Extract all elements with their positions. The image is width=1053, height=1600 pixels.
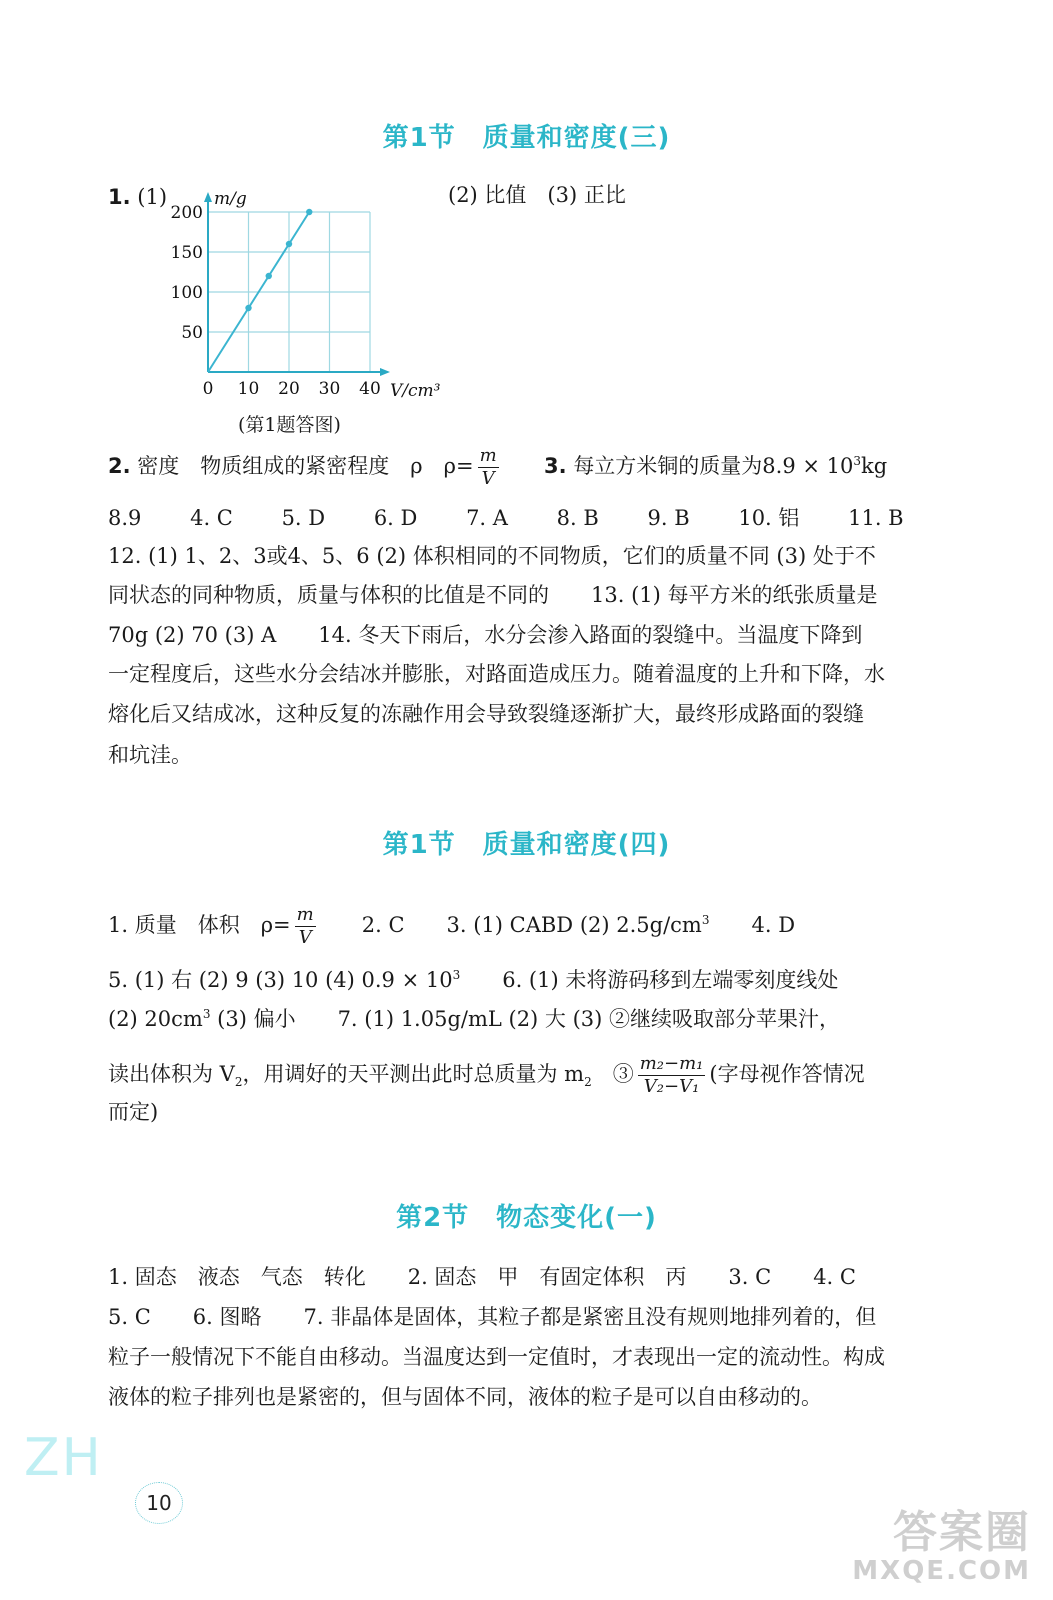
s2-q2-q3-text: 2. C 3. (1) CABD (2) 2.5g/cm: [319, 913, 702, 937]
q3-unit: kg: [861, 454, 888, 478]
x-axis-arrow: [380, 368, 390, 376]
answer-item: 8. B: [556, 506, 599, 530]
x-tick-label: 0: [202, 379, 214, 399]
section-title-3: 第2节 物态变化(一): [396, 1203, 657, 1233]
chart-ticks: [171, 189, 441, 401]
answer-item: 10. 铝: [738, 506, 800, 530]
fraction-denominator: V: [298, 927, 312, 948]
q3-exponent: 3: [853, 454, 862, 468]
s2-exponent: 3: [202, 1007, 211, 1021]
data-point: [245, 305, 251, 311]
chart-axes: [204, 192, 390, 376]
s2-q1-text: 1. 质量 体积 ρ=: [108, 913, 291, 937]
figure-caption: (第1题答图): [238, 414, 341, 436]
watermark-bottom: MXQE.COM: [852, 1556, 1031, 1586]
answer-item: 9. B: [647, 506, 690, 530]
s3-line-2: 5. C 6. 图略 7. 非晶体是固体，其粒子都是紧密且没有规则地排列着的，但: [108, 1305, 877, 1329]
q14-line-3: 熔化后又结成冰，这种反复的冻融作用会导致裂缝逐渐扩大，最终形成路面的裂缝: [108, 702, 864, 726]
q1-part1: (1): [137, 185, 168, 209]
fraction-denominator: V: [481, 468, 495, 489]
q13-line: 同状态的同种物质，质量与体积的比值是不同的 13. (1) 每平方米的纸张质量是: [108, 583, 878, 607]
x-tick-label: 40: [359, 379, 381, 399]
chart-grid: [208, 212, 370, 372]
data-point: [306, 209, 312, 215]
q1-rest: (2) 比值 (3) 正比: [448, 183, 626, 207]
answer-item: 11. B: [848, 506, 904, 530]
s2-q6-text: 6. (1) 未将游码移到左端零刻度线处: [460, 968, 839, 992]
s2-line-1: [108, 905, 795, 947]
s2-q7-part5: (字母视作答情况: [709, 1062, 865, 1086]
x-tick-label: 30: [318, 379, 341, 399]
q14-line-2: 一定程度后，这些水分会结冰并膨胀，对路面造成压力。随着温度的上升和下降，水: [108, 662, 885, 686]
y-tick-label: 50: [181, 323, 203, 343]
q2-number: 2.: [108, 454, 131, 478]
x-axis-label: V/cm³: [390, 381, 441, 401]
answer-item: 4. C: [190, 506, 233, 530]
q14-line-4: 和坑洼。: [108, 743, 192, 767]
answer-item: 5. D: [281, 506, 326, 530]
watermark: [852, 1496, 1031, 1586]
density-fraction: [295, 906, 316, 947]
s2-line-4: [108, 1055, 865, 1097]
density-fraction: [478, 447, 499, 488]
s2-exponent: 3: [452, 968, 461, 982]
q1-line: [108, 182, 167, 212]
fraction-numerator: m: [296, 904, 314, 925]
zh-logo: ZH: [24, 1428, 103, 1488]
answers-row: [108, 503, 904, 533]
subscript: 2: [234, 1075, 243, 1090]
q3-text: 每立方米铜的质量为8.9 × 10: [573, 454, 854, 478]
x-tick-label: 10: [237, 379, 260, 399]
fraction-numerator: m₂−m₁: [639, 1053, 704, 1074]
s3-line-1: 1. 固态 液态 气态 转化 2. 固态 甲 有固定体积 丙 3. C 4. C: [108, 1265, 856, 1289]
s3-line-3: 粒子一般情况下不能自由移动。当温度达到一定值时，才表现出一定的流动性。构成: [108, 1345, 885, 1369]
s2-line-2: [108, 960, 838, 995]
data-point: [266, 273, 272, 279]
answer-item: 8.9: [108, 506, 142, 530]
section-title-2: 第1节 质量和密度(四): [382, 830, 671, 860]
y-tick-label: 150: [170, 243, 203, 263]
s2-q5-text: 5. (1) 右 (2) 9 (3) 10 (4) 0.9 × 10: [108, 968, 453, 992]
q14-line: 70g (2) 70 (3) A 14. 冬天下雨后，水分会渗入路面的裂缝中。当温度下降到: [108, 623, 863, 647]
s2-q7-part3: ，用调好的天平测出此时总质量为 m: [242, 1062, 585, 1086]
s2-q7-text: (3) 偏小 7. (1) 1.05g/mL (2) 大 (3) ②继续吸取部分苹果汁，: [210, 1007, 841, 1031]
y-axis-arrow: [204, 192, 212, 202]
q3-number: 3.: [544, 454, 567, 478]
chart-series: [208, 209, 312, 372]
density-formula-fraction: [638, 1055, 706, 1096]
s2-line-5: 而定): [108, 1100, 159, 1124]
answer-item: 6. D: [373, 506, 418, 530]
s2-q4-text: 4. D: [709, 913, 796, 937]
q1-number: 1.: [108, 185, 131, 209]
q2-q3-line: [108, 446, 887, 488]
s2-line-3: [108, 999, 840, 1034]
s3-line-4: 液体的粒子排列也是紧密的，但与固体不同，液体的粒子是可以自由移动的。: [108, 1385, 822, 1409]
q12-line: 12. (1) 1、2、3或4、5、6 (2) 体积相同的不同物质，它们的质量不同 (3) 处于不: [108, 544, 876, 568]
fraction-denominator: V₂−V₁: [643, 1076, 700, 1097]
s2-q7-part2: 读出体积为 V: [108, 1062, 235, 1086]
answer-item: 7. A: [466, 506, 508, 530]
watermark-top: 答案圈: [893, 1507, 1031, 1558]
subscript: 2: [584, 1075, 592, 1090]
s2-q6-part2: (2) 20cm: [108, 1007, 203, 1031]
fraction-numerator: m: [479, 445, 497, 466]
section-title-1: 第1节 质量和密度(三): [382, 123, 671, 153]
y-tick-label: 100: [170, 283, 203, 303]
mass-volume-chart: [160, 178, 460, 408]
s2-q7-part4: ③: [591, 1062, 634, 1086]
y-tick-label: 200: [170, 203, 203, 223]
data-point: [286, 241, 292, 247]
q2-text: 密度 物质组成的紧密程度 ρ ρ=: [137, 454, 474, 478]
x-tick-label: 20: [278, 379, 300, 399]
page-number: 10: [135, 1482, 183, 1524]
y-axis-label: m/g: [214, 189, 247, 209]
s2-exponent: 3: [701, 913, 710, 927]
